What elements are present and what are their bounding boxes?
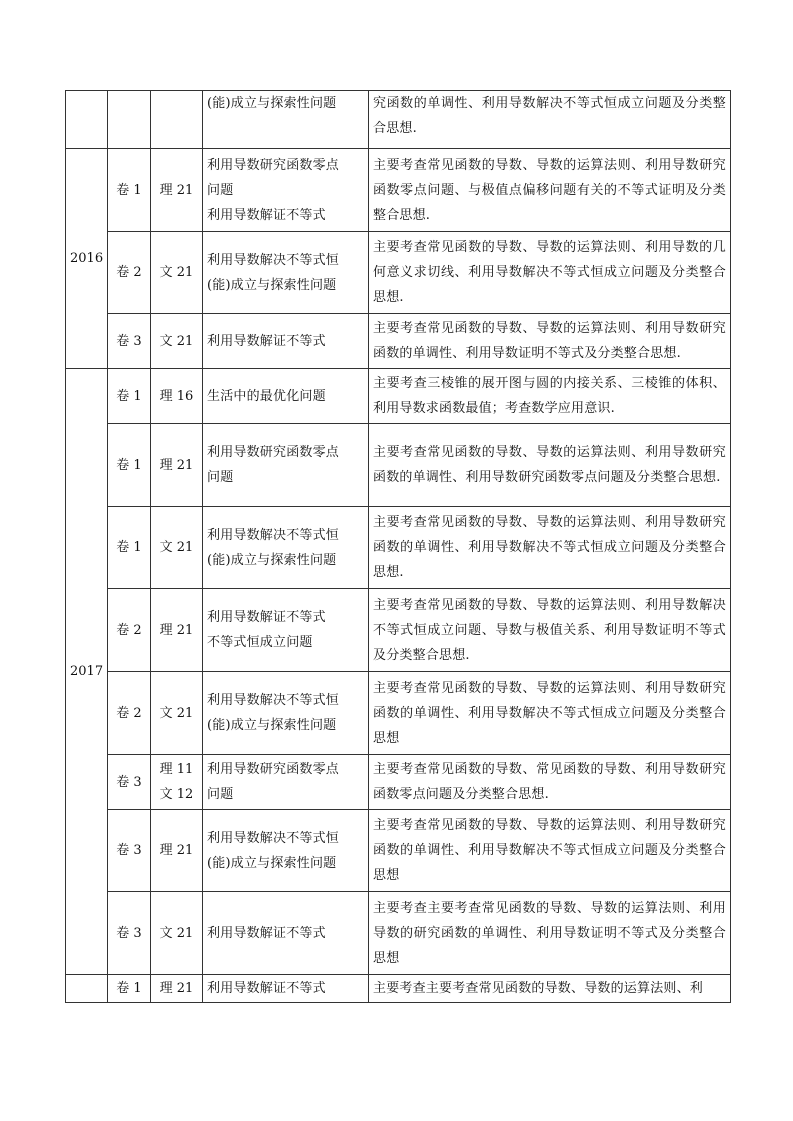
topic-cell <box>203 892 369 975</box>
description-line: 主要考查主要考查常见函数的导数、导数的运算法则、利 <box>373 981 704 996</box>
table-row <box>66 91 731 149</box>
description-cell: 主要考查常见函数的导数、导数的运算法则、利用导数的几何意义求切线、利用导数解决不等式恒成立问题及分类整合思想. <box>369 232 731 314</box>
table-row <box>66 755 731 810</box>
question-number-cell <box>151 755 203 810</box>
topic-line: (能)成立与探索性问题 <box>207 552 337 568</box>
topic-line: 利用导数解决不等式恒 <box>207 252 340 268</box>
year-cell <box>66 91 108 149</box>
topic-line: 利用导数解证不等式 <box>207 610 326 625</box>
question-number-cell <box>151 232 203 314</box>
topic-line: 利用导数解决不等式恒 <box>207 693 340 708</box>
description-cell: 究函数的单调性、利用导数解决不等式恒成立问题及分类整合思想. <box>369 91 731 149</box>
question-number-cell <box>151 892 203 975</box>
question-number-cell <box>151 91 203 149</box>
question-number: 文 21 <box>159 925 194 941</box>
question-number: 理 21 <box>159 182 194 198</box>
question-number: 理 16 <box>159 388 194 404</box>
description-cell: 主要考查常见函数的导数、常见函数的导数、利用导数研究函数零点问题及分类整合思想. <box>369 755 731 810</box>
topic-line: 不等式恒成立问题 <box>207 635 313 650</box>
table-row <box>66 975 731 1003</box>
table-row <box>66 424 731 507</box>
question-number: 文 21 <box>159 540 194 555</box>
question-number: 理 21 <box>159 457 194 473</box>
description-cell: 主要考查常见函数的导数、导数的运算法则、利用导数研究函数的单调性、利用导数解决不等式恒成立问题及分类整合思想 <box>369 810 731 892</box>
volume-cell: 卷 2 <box>108 672 151 755</box>
topic-line: 利用导数解决不等式恒 <box>207 830 340 846</box>
question-number-cell <box>151 975 203 1003</box>
volume-cell: 卷 1 <box>108 507 151 589</box>
topic-line: 利用导数解证不等式 <box>207 981 326 996</box>
volume-cell: 卷 1 <box>108 424 151 507</box>
topic-cell <box>203 589 369 672</box>
description-cell: 主要考查常见函数的导数、导数的运算法则、利用导数研究函数的单调性、利用导数解决不等式恒成立问题及分类整合思想 <box>369 672 731 755</box>
question-number: 理 21 <box>159 622 194 638</box>
volume-cell <box>108 91 151 149</box>
volume-cell: 卷 3 <box>108 314 151 369</box>
question-number: 理 21 <box>159 981 194 996</box>
description-cell: 主要考查主要考查常见函数的导数、导数的运算法则、利用导数的研究函数的单调性、利用导数证明不等式及分类整合思想 <box>369 892 731 975</box>
topic-line: 生活中的最优化问题 <box>207 388 326 404</box>
table-row <box>66 672 731 755</box>
topic-cell <box>203 232 369 314</box>
topic-cell <box>203 149 369 232</box>
volume-cell: 卷 2 <box>108 232 151 314</box>
description-cell <box>369 975 731 1003</box>
exam-analysis-table <box>65 90 731 1003</box>
topic-line: (能)成立与探索性问题 <box>207 718 337 733</box>
year-cell <box>66 975 108 1003</box>
topic-cell <box>203 755 369 810</box>
volume-cell: 卷 2 <box>108 589 151 672</box>
question-number-cell <box>151 424 203 507</box>
description-cell: 主要考查常见函数的导数、导数的运算法则、利用导数研究函数零点问题、与极值点偏移问题有关的不等式证明及分类整合思想. <box>369 149 731 232</box>
question-number-cell <box>151 589 203 672</box>
volume-cell: 卷 3 <box>108 892 151 975</box>
volume-cell: 卷 1 <box>108 369 151 424</box>
topic-cell <box>203 424 369 507</box>
topic-cell <box>203 810 369 892</box>
volume-cell: 卷 1 <box>108 149 151 232</box>
table-row <box>66 892 731 975</box>
topic-line: 利用导数解决不等式恒 <box>207 527 340 543</box>
topic-line: 问题 <box>207 470 234 485</box>
topic-line: 利用导数解证不等式 <box>207 207 326 223</box>
question-number-cell <box>151 314 203 369</box>
question-number-cell <box>151 507 203 589</box>
topic-line: 问题 <box>207 787 234 802</box>
year-cell-2017: 2017 <box>66 369 108 975</box>
table-row <box>66 314 731 369</box>
topic-line: (能)成立与探索性问题 <box>207 277 337 293</box>
topic-line: 利用导数研究函数零点 <box>207 762 340 777</box>
volume-cell: 卷 3 <box>108 755 151 810</box>
table-row <box>66 507 731 589</box>
question-number-cell <box>151 810 203 892</box>
topic-line: (能)成立与探索性问题 <box>207 96 337 111</box>
question-number: 文 21 <box>159 705 194 721</box>
table-row <box>66 810 731 892</box>
topic-line: 利用导数研究函数零点 <box>207 445 340 460</box>
description-cell: 主要考查三棱锥的展开图与圆的内接关系、三棱锥的体积、利用导数求函数最值；考查数学应用意识. <box>369 369 731 424</box>
topic-line: 利用导数研究函数零点 <box>207 157 340 173</box>
topic-line: 利用导数解证不等式 <box>207 925 326 941</box>
description-cell: 主要考查常见函数的导数、导数的运算法则、利用导数研究函数的单调性、利用导数研究函数零点问题及分类整合思想. <box>369 424 731 507</box>
question-number: 理 21 <box>159 843 194 858</box>
description-cell: 主要考查常见函数的导数、导数的运算法则、利用导数研究函数的单调性、利用导数证明不等式及分类整合思想. <box>369 314 731 369</box>
question-number: 理 11 <box>159 762 194 777</box>
question-number: 文 12 <box>159 787 194 802</box>
topic-line: 问题 <box>207 182 234 198</box>
description-cell: 主要考查常见函数的导数、导数的运算法则、利用导数解决不等式恒成立问题、导数与极值关系、利用导数证明不等式及分类整合思想. <box>369 589 731 672</box>
table-row <box>66 149 731 232</box>
table-row <box>66 589 731 672</box>
topic-line: 利用导数解证不等式 <box>207 333 326 349</box>
topic-cell <box>203 672 369 755</box>
year-cell-2016: 2016 <box>66 149 108 369</box>
topic-cell <box>203 314 369 369</box>
question-number: 文 21 <box>159 265 194 280</box>
question-number-cell <box>151 672 203 755</box>
question-number-cell <box>151 369 203 424</box>
topic-cell <box>203 507 369 589</box>
description-cell: 主要考查常见函数的导数、导数的运算法则、利用导数研究函数的单调性、利用导数解决不等式恒成立问题及分类整合思想. <box>369 507 731 589</box>
question-number: 文 21 <box>159 333 194 349</box>
topic-cell <box>203 975 369 1003</box>
volume-cell: 卷 1 <box>108 975 151 1003</box>
table-row <box>66 369 731 424</box>
topic-line: (能)成立与探索性问题 <box>207 855 337 871</box>
topic-cell <box>203 91 369 149</box>
table-row <box>66 232 731 314</box>
question-number-cell <box>151 149 203 232</box>
volume-cell: 卷 3 <box>108 810 151 892</box>
topic-cell <box>203 369 369 424</box>
